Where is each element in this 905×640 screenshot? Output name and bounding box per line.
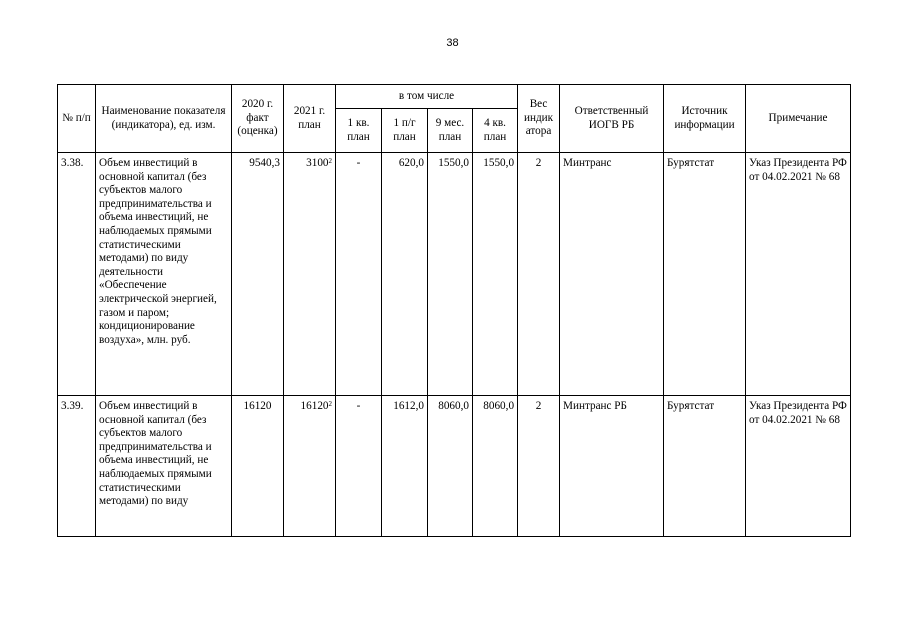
- row-h1: 1612,0: [382, 396, 428, 537]
- header-name: Наименование показателя (индикатора), ед. изм.: [96, 85, 232, 153]
- row-9m: 1550,0: [428, 153, 473, 396]
- indicators-table: [57, 84, 851, 537]
- row-name: Объем инвестиций в основной капитал (без субъектов малого предпринимательства и объема инвестиций, не наблюдаемых прямыми статистическими методами) по виду деятельности «Обеспечение электрической энергией, газом и паром; кондиционирование воздуха», млн. руб.: [96, 153, 232, 396]
- header-9m: 9 мес. план: [428, 109, 473, 153]
- header-note: Примечание: [746, 85, 851, 153]
- header-fact-2020: 2020 г. факт (оценка): [232, 85, 284, 153]
- row-weight: 2: [518, 396, 560, 537]
- row-h1: 620,0: [382, 153, 428, 396]
- header-num: № п/п: [58, 85, 96, 153]
- row-q1: -: [336, 153, 382, 396]
- table-row: [58, 153, 851, 396]
- row-q4: 1550,0: [473, 153, 518, 396]
- header-row: [58, 85, 851, 109]
- row-fact-2020: 9540,3: [232, 153, 284, 396]
- row-source: Бурятстат: [664, 153, 746, 396]
- row-responsible: Минтранс РБ: [560, 396, 664, 537]
- row-name: Объем инвестиций в основной капитал (без субъектов малого предпринимательства и объема инвестиций, не наблюдаемых прямыми статистическими методами) по виду: [96, 396, 232, 537]
- row-9m: 8060,0: [428, 396, 473, 537]
- footnote-mark: 2: [328, 157, 332, 165]
- table-row: [58, 396, 851, 537]
- row-note: Указ Президента РФ от 04.02.2021 № 68: [746, 396, 851, 537]
- row-num: 3.38.: [58, 153, 96, 396]
- row-q4: 8060,0: [473, 396, 518, 537]
- header-q1: 1 кв. план: [336, 109, 382, 153]
- header-plan-2021: 2021 г. план: [284, 85, 336, 153]
- header-source: Источник информации: [664, 85, 746, 153]
- row-fact-2020: 16120: [232, 396, 284, 537]
- plan-2021-value: 3100: [306, 157, 329, 169]
- header-including: в том числе: [336, 85, 518, 109]
- row-weight: 2: [518, 153, 560, 396]
- row-source: Бурятстат: [664, 396, 746, 537]
- header-weight: Вес индик атора: [518, 85, 560, 153]
- row-responsible: Минтранс: [560, 153, 664, 396]
- row-num: 3.39.: [58, 396, 96, 537]
- row-plan-2021: [284, 396, 336, 537]
- page-number: 38: [446, 37, 459, 49]
- row-note: Указ Президента РФ от 04.02.2021 № 68: [746, 153, 851, 396]
- plan-2021-value: 16120: [300, 400, 329, 412]
- header-responsible: Ответственный ИОГВ РБ: [560, 85, 664, 153]
- header-q4: 4 кв. план: [473, 109, 518, 153]
- footnote-mark: 2: [328, 400, 332, 408]
- header-h1: 1 п/г план: [382, 109, 428, 153]
- row-q1: -: [336, 396, 382, 537]
- row-plan-2021: [284, 153, 336, 396]
